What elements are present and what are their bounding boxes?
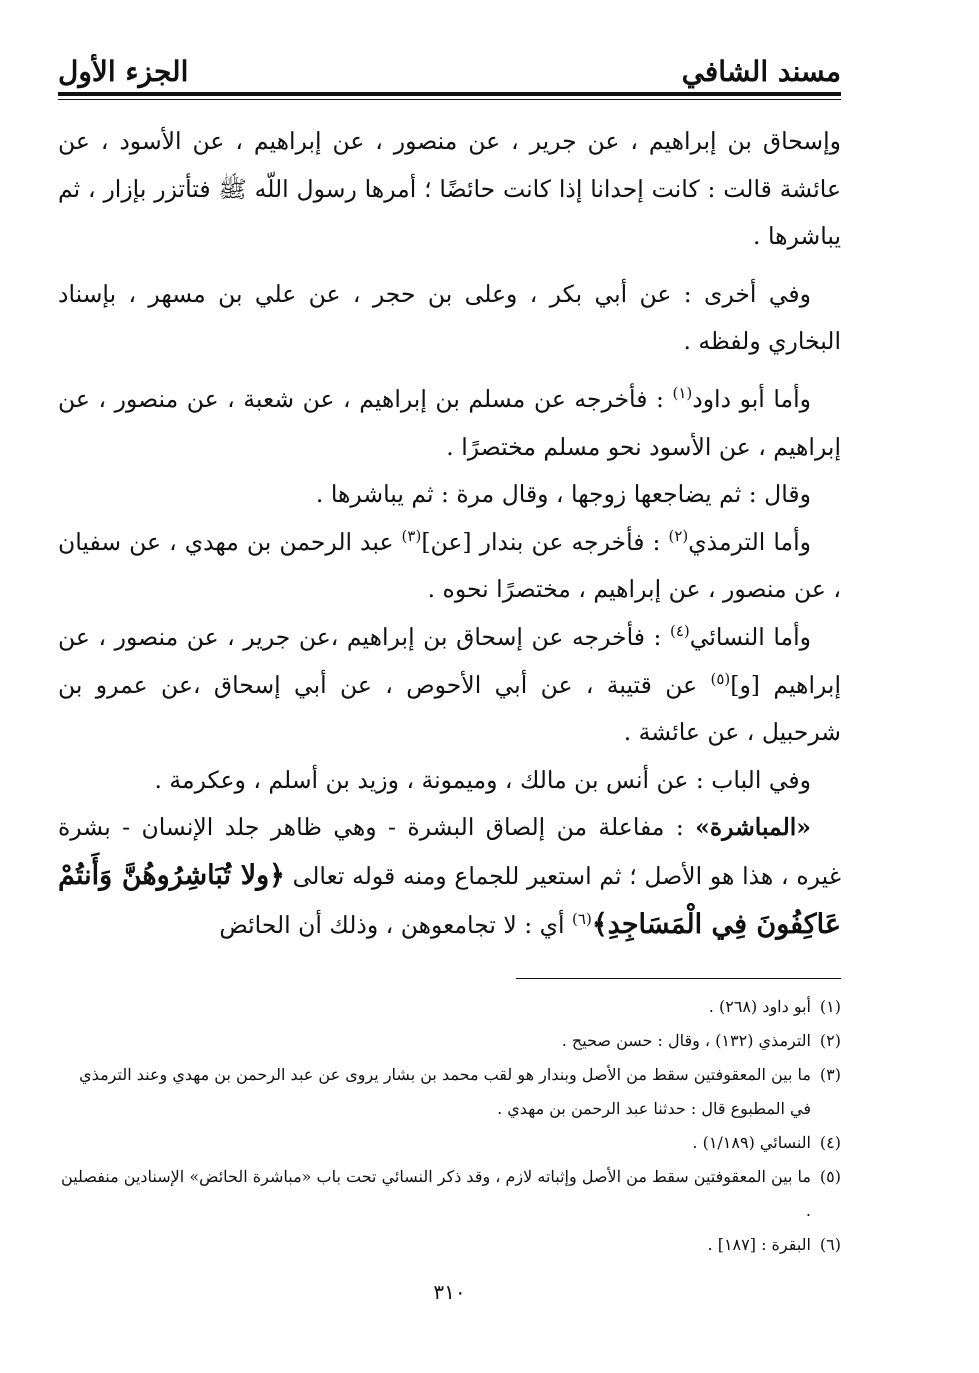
header-rule-thin xyxy=(58,99,841,100)
footnote-ref-6: (٦) xyxy=(572,909,592,928)
footnote-number: (٣) xyxy=(819,1065,841,1084)
main-text xyxy=(58,118,841,949)
footnote-2 xyxy=(58,1024,841,1058)
paragraph-6-rest: عن قتيبة ، عن أبي الأحوص ، عن أبي إسحاق ،عن عمرو بن شرحبيل ، عن عائشة . xyxy=(58,670,841,747)
quran-verse: ﴿ولا تُبَاشِرُوهُنَّ وَأَنتُمْ عَاكِفُونَ فِي الْمَسَاجِدِ﴾ xyxy=(58,859,841,940)
paragraph-1: وإسحاق بن إبراهيم ، عن جرير ، عن منصور ، عن إبراهيم ، عن الأسود ، عن عائشة قالت : كانت إحدانا إذا كانت حائضًا ؛ أمرها رسول اللّه ﷺ فتأتزر بإزار ، ثم يباشرها . xyxy=(58,127,841,251)
book-title: مسند الشافي xyxy=(681,55,841,88)
defined-term: «المباشرة» xyxy=(695,813,811,842)
paragraph-5-mid: : فأخرجه عن بندار [عن] xyxy=(421,527,669,556)
volume-label: الجزء الأول xyxy=(58,55,189,88)
paragraph-5-lead: وأما الترمذي xyxy=(688,527,811,556)
footnote-4 xyxy=(58,1126,841,1160)
footnote-text: النسائي (١/١٨٩) . xyxy=(692,1133,811,1152)
footnote-text: ما بين المعقوفتين سقط من الأصل وبندار هو لقب محمد بن بشار يروى عن عبد الرحمن بن مهدي وعند الترمذي في المطبوع قال : حدثنا عبد الرحمن بن مهدي . xyxy=(79,1065,811,1118)
footnote-text: ما بين المعقوفتين سقط من الأصل وإثباته لازم ، وقد ذكر النسائي تحت باب «مباشرة الحائض» الإسنادين منفصلين . xyxy=(61,1167,811,1220)
footnote-5 xyxy=(58,1160,841,1228)
page-number: ٣١٠ xyxy=(433,1280,466,1304)
footnote-number: (٤) xyxy=(819,1133,841,1152)
paragraph-8-lead: : مفاعلة من إلصاق البشرة - وهي ظاهر جلد الإنسان - بشرة غيره ، هذا هو الأصل ؛ ثم استعير للجماع ومنه قوله تعالى xyxy=(58,813,841,890)
header-rule-thick xyxy=(58,92,841,96)
paragraph-6-lead: وأما النسائي xyxy=(689,622,811,651)
paragraph-6 xyxy=(58,614,841,757)
footnote-text: البقرة : [١٨٧] . xyxy=(707,1235,811,1254)
footnote-ref-2: (٢) xyxy=(668,526,689,545)
running-header xyxy=(58,42,841,86)
footnote-separator xyxy=(516,978,841,979)
paragraph-2: وفي أخرى : عن أبي بكر ، وعلى بن حجر ، عن علي بن مسهر ، بإسناد البخاري ولفظه . xyxy=(58,279,841,356)
paragraph-5-rest: عبد الرحمن بن مهدي ، عن سفيان ، عن منصور ، عن إبراهيم ، مختصرًا نحوه . xyxy=(58,527,841,604)
footnote-ref-4: (٤) xyxy=(670,622,690,641)
footnote-6 xyxy=(58,1228,841,1262)
footnote-1 xyxy=(58,990,841,1024)
footnote-number: (٢) xyxy=(819,1031,841,1050)
paragraph-3 xyxy=(58,376,841,471)
paragraph-4: وقال : ثم يضاجعها زوجها ، وقال مرة : ثم يباشرها . xyxy=(315,480,811,509)
paragraph-8-rest: أي : لا تجامعوهن ، وذلك أن الحائض xyxy=(219,910,573,939)
footnote-ref-3: (٣) xyxy=(401,526,422,545)
footnote-number: (١) xyxy=(819,997,841,1016)
footnote-number: (٦) xyxy=(819,1235,841,1254)
footnote-ref-5: (٥) xyxy=(710,669,731,688)
footnote-number: (٥) xyxy=(819,1167,841,1186)
footnote-3 xyxy=(58,1058,841,1126)
footnote-ref-1: (١) xyxy=(672,384,693,403)
footnote-text: الترمذي (١٣٢) ، وقال : حسن صحيح . xyxy=(561,1031,811,1050)
paragraph-3-rest: : فأخرجه عن مسلم بن إبراهيم ، عن شعبة ، عن منصور ، عن إبراهيم ، عن الأسود نحو مسلم مختصرًا . xyxy=(58,384,841,461)
paragraph-3-lead: وأما أبو داود xyxy=(692,384,811,413)
paragraph-7: وفي الباب : عن أنس بن مالك ، وميمونة ، وزيد بن أسلم ، وعكرمة . xyxy=(154,765,811,794)
paragraph-5 xyxy=(58,519,841,614)
paragraph-8 xyxy=(58,804,841,949)
paragraph-6-mid: : فأخرجه عن إسحاق بن إبراهيم ،عن جرير ، عن منصور ، عن إبراهيم [و] xyxy=(58,622,842,699)
footnotes xyxy=(58,990,841,1262)
footnote-text: أبو داود (٢٦٨) . xyxy=(708,997,811,1016)
